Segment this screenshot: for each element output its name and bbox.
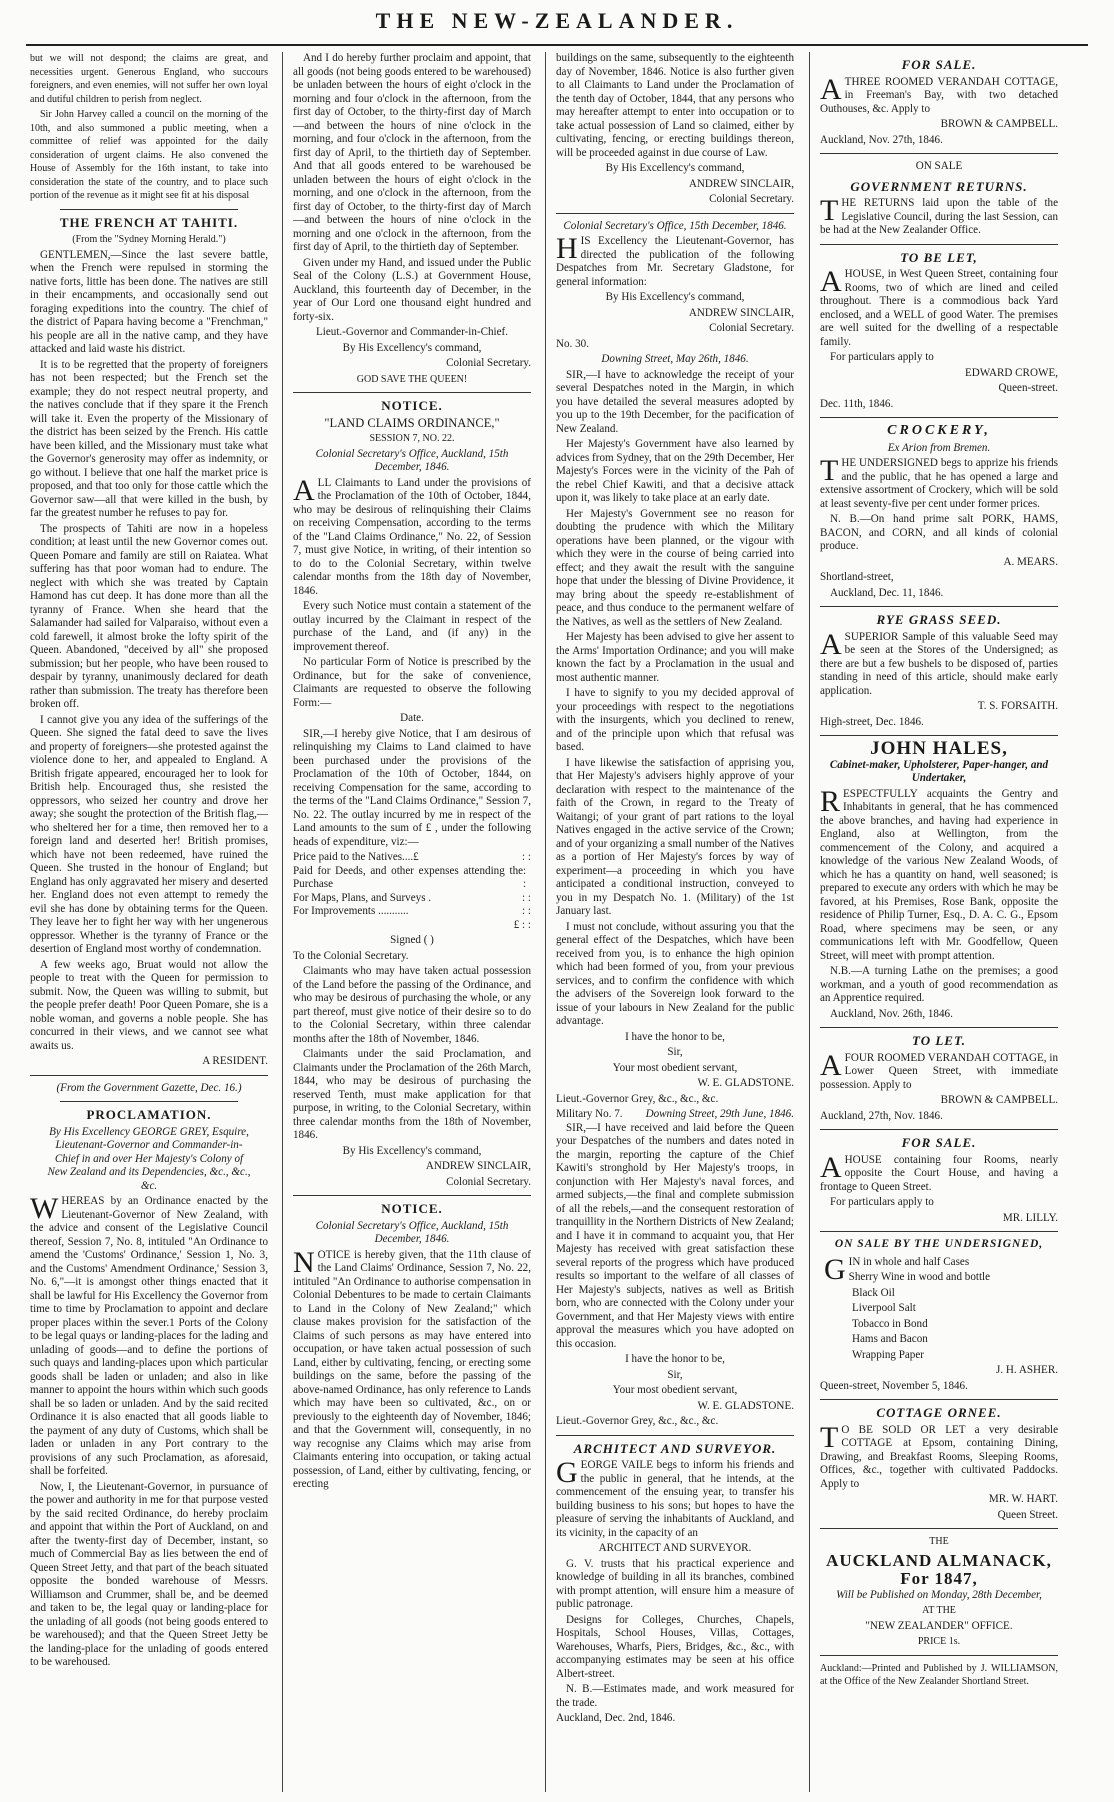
closing: I have the honor to be, — [625, 1353, 725, 1365]
advert-subheading: Cabinet-maker, Upholsterer, Paper-hanger, and Undertaker, — [829, 758, 1049, 784]
drop-cap: G — [556, 1456, 578, 1489]
closing: Your most obedient servant, — [612, 1384, 738, 1396]
notice-office: Colonial Secretary's Office, Auckland, 15th December, 1846. — [315, 447, 509, 473]
advert-date: Auckland, Nov. 26th, 1846. — [830, 1007, 953, 1020]
command-line: By His Excellency's command, — [342, 1144, 482, 1157]
notice-paragraph: Every such Notice must contain a statement of the outlay incurred by the Claimant in respect of the purchase of the Land, and (if any) in the improvement thereof. — [293, 600, 531, 653]
proclamation-signatory: Lieut.-Governor and Commander-in-Chief. — [315, 326, 508, 338]
advert-heading: TO LET. — [912, 1033, 966, 1048]
advert-paragraph: RESPECTFULLY acquaints the Gentry and Inhabitants in general, that he has commenced the above branches, and having had experience in England, also at Wellington, from the commencement of the Colony, and acquired a knowledge of the various New Zealand Woods, of which he has a quantity on hand, well seasoned; is prepared to execute any orders with which he may be favored, at his Premises, Rose Bank, opposite the residence of Philip Turner, Esq., D. A. C. G., Epsom Road, where specimens may be seen, or any communications left with Mr. Goodfellow, Queen Street, will meet with prompt attention. — [820, 784, 1058, 962]
divider — [820, 606, 1058, 607]
advert-name: MR. LILLY. — [1002, 1211, 1058, 1224]
advert-apply: For particulars apply to — [830, 1196, 934, 1208]
advert-name: T. S. FORSAITH. — [977, 700, 1058, 712]
column-divider — [282, 52, 283, 1792]
drop-cap: A — [820, 627, 842, 661]
advert-paragraph: Designs for Colleges, Churches, Chapels, Hospitals, School Houses, Villas, Cottages, Warehouses, Wharfs, Piers, Bridges, &c., &c., with accompanying estimates may be seen at his office Albert-street. — [556, 1613, 794, 1680]
divider — [820, 244, 1058, 245]
advert-date: Queen-street, November 5, 1846. — [820, 1379, 968, 1392]
advert-paragraph: N. B.—On hand prime salt PORK, HAMS, BACON, and CORN, and all kinds of colonial produce. — [820, 513, 1058, 552]
advert-paragraph: THE UNDERSIGNED begs to apprize his friends and the public, that he has opened a large and extensive assortment of Crockery, which will be sold at least seventy-five per cent under former prices. — [820, 454, 1058, 510]
column-1 — [30, 52, 268, 1792]
advert-heading: COTTAGE ORNEE. — [876, 1405, 1002, 1420]
column-3 — [556, 52, 794, 1792]
advert-name: EDWARD CROWE, — [964, 366, 1058, 379]
secretary-name: ANDREW SINCLAIR, — [688, 306, 794, 319]
notice-paragraph: NOTICE is hereby given, that the 11th clause of the Land Claims' Ordinance, Session 7, No. 22, intituled "An Ordinance to authorise compensation in Colonial Debentures to be made to certain Claimants to Land in the Colony of New Zealand;" which clause makes provision for the satisfaction of the Claims of such persons as may have entered into occupation, or have taken actual possession of such Land, either by cultivating, fencing, or erecting some buildings on the same, before the passing of the above-named Ordinance, has only reference to Lands which may have been so cultivated, &c., on or previously to the eighteenth day of November, 1846; and that the Government will, consequently, in no way recognise any Claims which may arise from Claimants entering into occupation, or taking actual possession, of Land, either by cultivating, fencing, or erecting — [293, 1245, 531, 1490]
advert-date: Dec. 11th, 1846. — [820, 397, 894, 410]
advert-heading: ARCHITECT AND SURVEYOR. — [573, 1440, 777, 1456]
advert-heading: RYE GRASS SEED. — [876, 612, 1002, 627]
drop-cap: T — [820, 1420, 839, 1454]
list-item: Black Oil — [852, 1286, 895, 1299]
column-divider — [809, 52, 810, 1792]
advert-paragraph: G. V. trusts that his practical experience and knowledge of building in all its branches, combined with prompt attention, will ensure him a measure of public patronage. — [556, 1557, 794, 1610]
column-divider — [545, 52, 546, 1792]
article-source: (From the "Sydney Morning Herald.") — [72, 234, 226, 245]
drop-cap: W — [30, 1192, 59, 1225]
drop-cap: A — [820, 1150, 842, 1184]
form-text: SIR,—I hereby give Notice, that I am desirous of relinquishing my Claims to Land claimed to have been purchased under the provisions of the Proclamation of the 10th of October, 1844, on receiving Compensation for the same, according to the terms of the "Land Claims Ordinance," Session 7, No. 22. The outlay incurred by me in respect of the Land amounts to the sum of £ , under the following heads of expenditure, viz:— — [293, 727, 531, 848]
advert-paragraph: T O BE SOLD OR LET a very desirable COTTAGE at Epsom, containing Dining, Drawing, and Breakfast Rooms, Sleeping Rooms, Offices, &c., together with cultivated Paddocks. Apply to — [820, 1420, 1058, 1490]
advert-subheading: Ex Arion from Bremen. — [887, 441, 991, 454]
article-paragraph: I cannot give you any idea of the sufferings of the Queen. She signed the fatal deed to save the lives and property of foreigners—she protested against the violence done to her, and appealed to England. A British frigate appeared, encouraged her to look for British help. Encouraged thus, she resisted the oppressors, who seized her country and drove her away; she sought the protection of the British flag,—who sheltered her for a time, then removed her to a foreign land and deserted her! British promises, which have not been redeemed, have ruined the Queen. She trusted in the honour of England; but England has only aggravated her misery and deserted her. England does not even attempt to remedy the evil she has done by obtaining terms for the Queen. They leave her to fight her way with her ungenerous oppressor. Whether is the tyranny of France or the desertion of England most worthy of condemnation. — [30, 713, 268, 955]
form-signed: Signed ( ) — [390, 934, 434, 946]
divider — [820, 1027, 1058, 1028]
notice-paragraph: buildings on the same, subsequently to the eighteenth day of November, 1846. Notice is also further given to all Claimants to Land under the Proclamation of the tenth day of October, 1844, that any persons who may hereafter attempt to enter into occupation or to take actual possession of Land so claimed, either by cultivating, fencing, or erecting buildings thereon, will be proceeded against in due course of Law. — [556, 52, 794, 159]
divider — [820, 153, 1058, 154]
intro-text: Sir John Harvey called a council on the morning of the 10th, and also summoned a public meeting, when a committee of relief was appointed for the daily consideration of urgent claims. He also convened the House of Assembly for the 16th instant, to take into consideration the state of the country, and to place such portion of the revenue as it might see fit at his disposal — [30, 109, 268, 201]
column-4 — [820, 52, 1058, 1792]
list-item: Sherry Wine in wood and bottle — [848, 1271, 991, 1283]
advert-date: Auckland, Dec. 11, 1846. — [830, 586, 944, 599]
almanack-price: PRICE 1s. — [917, 1636, 961, 1647]
secretary-name: ANDREW SINCLAIR, — [688, 177, 794, 190]
divider — [820, 417, 1058, 418]
advert-agent: BROWN & CAMPBELL. — [940, 118, 1058, 130]
advert-date: High-street, Dec. 1846. — [820, 715, 924, 728]
form-to: To the Colonial Secretary. — [293, 949, 409, 962]
advert-heading: GOVERNMENT RETURNS. — [850, 178, 1028, 194]
notice-session: SESSION 7, NO. 22. — [369, 433, 455, 444]
despatch-paragraph: Her Majesty's Government see no reason for doubting the prudence with which the Military operations have been planned, or the vigour with which they were in the course of being carried into effect; and they await the result with the sanguine hope that under the blessing of Divine Providence, it may bring about the speedy re-establishment of peace, and thus conduce to the permanent welfare of the Natives, as well as the settlers of New Zealand. — [556, 507, 794, 628]
drop-cap: A — [820, 72, 842, 106]
advert-heading: FOR SALE. — [901, 57, 977, 72]
proclamation-given: Given under my Hand, and issued under the Public Seal of the Colony (L.S.) at Government House, Auckland, this fourteenth day of December, in the year of Our Lord one thousand eight hundred and forty-six. — [293, 256, 531, 323]
divider — [60, 1101, 238, 1102]
advert-paragraph: AFOUR ROOMED VERANDAH COTTAGE, in Lower Queen Street, with immediate possession. Apply to — [820, 1048, 1058, 1091]
secretary-title: Colonial Secretary. — [446, 357, 531, 369]
secretary-name: ANDREW SINCLAIR, — [425, 1160, 531, 1172]
almanack-office: "NEW ZEALANDER" OFFICE. — [865, 1619, 1013, 1632]
divider — [820, 1129, 1058, 1130]
advert-name: A. MEARS. — [1003, 555, 1058, 568]
proclamation-by: By His Excellency GEORGE GREY, Esquire, Lieutenant-Governor and Commander-in-Chief in and over Her Majesty's Colony of New Zealand and its Dependencies, &c., &c., &c. — [47, 1125, 251, 1192]
list-item: GIN in whole and half Cases — [824, 1252, 970, 1286]
list-item: Liverpool Salt — [852, 1302, 916, 1314]
despatch-paragraph: SIR,—I have to acknowledge the receipt of your several Despatches noted in the Margin, in which you have detailed the several measures adopted by you up to the 19th December, for the pacification of New Zealand. — [556, 368, 794, 435]
divider — [820, 1231, 1058, 1232]
advert-paragraph: AHOUSE containing four Rooms, nearly opposite the Court House, and having a frontage to Queen Street. — [820, 1150, 1058, 1193]
advert-name: J. H. ASHER. — [996, 1364, 1058, 1376]
article-paragraph: It is to be regretted that the property of foreigners has not been respected; but the French set the example; they do not respect neutral property, and the natives conclude that if they spare it the French will take it. Even the property of the Missionary of the district has been seized by the French. His cattle have been killed, and the Missionary must take what the Governor's generosity may offer as indemnity, or go without. I believe that one half the market price is proposed, and that too only for those cattle which the Governor saw—all that were killed in the bush, by far the greatest number he refuses to pay for. — [30, 358, 268, 519]
almanack-the: THE — [929, 1536, 949, 1547]
despatch-paragraph: Her Majesty's Government have also learned by advices from Sydney, that on the 29th December, Her Majesty's Forces were in the vicinity of the Pah of the rebel Chief Kawiti, and that a decisive attack upon it, was likely to take place at an early date. — [556, 438, 794, 504]
notice-office: Colonial Secretary's Office, Auckland, 15th December, 1846. — [315, 1219, 509, 1245]
table-row: Paid for Deeds, and other expenses attending the Purchase : : — [293, 864, 527, 890]
despatch-paragraph: HIS Excellency the Lieutenant-Governor, has directed the publication of the following Despatches from Mr. Secretary Gladstone, for general information: — [556, 232, 794, 288]
proclamation-paragraph: And I do hereby further proclaim and appoint, that all goods (not being goods entered to be warehoused) be unladen between the hours of eight o'clock in the morning and four o'clock in the afternoon, from the first day of October, to the thirty-first day of March—and between the hours of nine o'clock in the morning, and four o'clock in the afternoon, from the first day of April, to the thirtieth day of September. And that all goods entered to be warehoused be unladen between the hours of eight o'clock in the morning, and one o'clock in the afternoon, from the first day of October, to the thirty-first day of March—and between the hours of nine o'clock in the morning and one o'clock in the afternoon, from the first day of April, to the thirtieth day of September. — [293, 52, 531, 253]
proclamation-heading: PROCLAMATION. — [86, 1107, 212, 1122]
closing: I have the honor to be, — [625, 1030, 725, 1043]
despatch-paragraph: Her Majesty has been advised to give her assent to the Arms' Importation Ordinance; and you will make known the fact by a Proclamation in the usual and most authentic manner. — [556, 631, 794, 684]
article-signature: A RESIDENT. — [202, 1055, 268, 1067]
drop-cap: G — [824, 1252, 846, 1286]
drop-cap: N — [293, 1245, 315, 1279]
advert-address: Queen Street. — [997, 1508, 1058, 1521]
divider — [556, 213, 794, 214]
imprint: Auckland:—Printed and Published by J. WILLIAMSON, at the Office of the New Zealander Shortland Street. — [820, 1662, 1058, 1687]
notice-heading: NOTICE. — [381, 1201, 443, 1216]
advert-date: Auckland, Dec. 2nd, 1846. — [556, 1712, 676, 1724]
advert-date: Auckland, Nov. 27th, 1846. — [820, 133, 943, 146]
divider — [820, 1655, 1058, 1656]
list-item: Wrapping Paper — [852, 1348, 924, 1361]
despatch-number: No. 30. — [556, 337, 589, 350]
advert-heading: CROCKERY, — [887, 423, 991, 438]
god-save-queen: GOD SAVE THE QUEEN! — [356, 373, 468, 385]
notice-paragraph: Claimants who may have taken actual possession of the Land before the passing of the Ordinance, and who may be desirous of purchasing the whole, or any part thereof, must give notice of their desire so to do to the Colonial Secretary, within three calendar months after the 18th of November, 1846. — [293, 965, 531, 1045]
drop-cap: T — [820, 454, 839, 487]
notice-title: "LAND CLAIMS ORDINANCE," — [324, 415, 500, 430]
form-table — [293, 851, 531, 932]
drop-cap: A — [820, 1048, 842, 1082]
form-date: Date. — [400, 712, 424, 724]
divider — [60, 209, 238, 210]
despatch-recipient: Lieut.-Governor Grey, &c., &c., &c. — [556, 1415, 719, 1427]
masthead: THE NEW-ZEALANDER. — [375, 8, 739, 33]
secretary-title: Colonial Secretary. — [446, 1175, 531, 1188]
drop-cap: A — [820, 265, 842, 298]
advert-apply: For particulars apply to — [830, 351, 934, 363]
despatch-signature: W. E. GLADSTONE. — [697, 1399, 794, 1412]
secretary-title: Colonial Secretary. — [709, 322, 794, 334]
advert-paragraph: ASUPERIOR Sample of this valuable Seed may be seen at the Stores of the Undersigned; as there are but a few bushels to be disposed of, parties standing in need of this article, should make early application. — [820, 627, 1058, 697]
despatch-recipient: Lieut.-Governor Grey, &c., &c., &c. — [556, 1092, 719, 1105]
intro-text: but we will not despond; the claims are great, and necessities urgent. Generous England, who succours foreigners, and even enemies, will not suffer her own loyal and dutiful children to perish from neglect. — [30, 53, 268, 105]
command-line: By His Excellency's command, — [605, 162, 745, 174]
command-line: By His Excellency's command, — [605, 291, 745, 303]
despatch-signature: W. E. GLADSTONE. — [697, 1077, 794, 1089]
drop-cap: A — [293, 473, 315, 507]
divider — [820, 1399, 1058, 1400]
notice-paragraph: No particular Form of Notice is prescribed by the Ordinance, but for the sake of convenience, Claimants are requested to observe the following Form:— — [293, 656, 531, 709]
masthead-rule — [26, 44, 1088, 46]
drop-cap: R — [820, 784, 841, 818]
advert-title: ARCHITECT AND SURVEYOR. — [598, 1542, 752, 1554]
table-row: Price paid to the Natives....£ : : — [293, 851, 531, 863]
advert-paragraph: N.B.—A turning Lathe on the premises; a good workman, and a youth of good recommendation as an Apprentice required. — [820, 965, 1058, 1004]
column-2 — [293, 52, 531, 1792]
advert-paragraph: GEORGE VAILE begs to inform his friends and the public in general, that he intends, at the commencement of the ensuing year, to transfer his building business to his sons; but hopes to have the pleasure of serving the inhabitants of Auckland, and its vicinity, in the capacity of an — [556, 1456, 794, 1539]
closing: Sir, — [667, 1368, 683, 1381]
article-paragraph: A few weeks ago, Bruat would not allow the people to treat with the Queen for permission to submit. Now, the Queen was willing to submit, but the people prefer death! Poor Queen Pomare, she is a noble woman, and governs a noble people. She has concurred in their views, and we cannot see what awaits us. — [30, 958, 268, 1052]
almanack-heading: AUCKLAND ALMANACK, — [826, 1550, 1052, 1570]
advert-heading: FOR SALE. — [901, 1135, 977, 1150]
divider — [293, 1195, 531, 1196]
article-heading: THE FRENCH AT TAHITI. — [59, 214, 239, 230]
despatch-office: Colonial Secretary's Office, 15th December, 1846. — [563, 219, 787, 232]
almanack-at: AT THE — [922, 1605, 956, 1616]
drop-cap: H — [556, 232, 578, 265]
gazette-source: (From the Government Gazette, Dec. 16.) — [56, 1081, 242, 1094]
despatch-paragraph: I have likewise the satisfaction of apprising you, that Her Majesty's advisers highly approve of your declaration with respect to the maintenance of the faith of the Crown, in regard to the Treaty of Waitangi; of your grant of part rations to the loyal Natives engaged in the active service of the Crown; and of your organizing a small number of the Natives as a portion of Her Majesty's forces by way of experiment—a proceeding in which you have anticipated a conditional instruction, conveyed to you in my Despatch No. 1. (Military) of the 1st January last. — [556, 756, 794, 917]
article-paragraph: GENTLEMEN,—Since the last severe battle, when the French were repulsed in storming the native forts, little has been done. The natives are still in their encampments, and occasionally send out foraging expeditions into the country. The chief of the district of Papara having become a "Frenchman," his people are all in the native camp, and they have attacked and laid waste his district. — [30, 248, 268, 355]
advert-address: Queen-street. — [998, 382, 1058, 394]
table-row: For Improvements ........... : : — [293, 905, 531, 917]
closing: Your most obedient servant, — [612, 1061, 738, 1074]
table-row: For Maps, Plans, and Surveys . : : — [293, 891, 531, 904]
divider — [293, 392, 531, 393]
notice-heading: NOTICE. — [381, 398, 443, 413]
closing: Sir, — [667, 1046, 683, 1058]
advert-heading: ON SALE BY THE UNDERSIGNED, — [834, 1238, 1044, 1250]
despatch-paragraph: I have to signify to you my decided approval of your proceedings with respect to the negotiations with the insurgents, which you declined to renew, and of the principle upon which that refusal was based. — [556, 687, 794, 753]
notice-paragraph: ALL Claimants to Land under the provisions of the Proclamation of the 10th of October, 1844, who may be desirous of relinquishing their Claims on receiving Compensation, according to the terms of the "Land Claims Ordinance," No. 22, of Session 7, must give Notice, in writing, of their intention so to do to the Colonial Secretary, within twelve calendar months from the 18th day of November, 1846. — [293, 473, 531, 597]
goods-list — [820, 1252, 1058, 1363]
proclamation-paragraph: WHEREAS by an Ordinance enacted by the Lieutenant-Governor of New Zealand, with the advice and consent of the Legislative Council thereof, Session 7, No. 8, intituled "An Ordinance to amend the 'Customs' Ordinance,' Session 1, No. 3, and the Customs' Amendment Ordinance,' Session 3, No. 6,"—it is amongst other things enacted that it shall be lawful for His Excellency the Governor from time to time by Proclamation to appoint and declare proper places within the sever.1 Ports of the Colony to be legal quays or landing-places for the lading and unlading of goods—and to define the portions of such quays and landing-places upon which particular goods shall be laden or unladen; and also in like manner to appoint the hours within which such goods shall be so laden or unladen. And by the said recited Ordinance it is also enacted that all goods liable to the payment of any duty of Customs, which shall be laden or unladen in any Port contrary to the provisions of any such Proclamation, as aforesaid, shall be forfeited. — [30, 1192, 268, 1477]
almanack-year: For 1847, — [900, 1569, 978, 1588]
form-total: £ : : — [513, 918, 531, 931]
advert-paragraph: THE RETURNS laid upon the table of the Legislative Council, during the last Session, can be had at the New Zealander Office. — [820, 194, 1058, 236]
divider — [30, 1075, 268, 1076]
advert-date: Auckland, 27th, Nov. 1846. — [820, 1109, 943, 1122]
advert-paragraph: N. B.—Estimates made, and work measured for the trade. — [556, 1683, 794, 1709]
despatch-header: Military No. 7. Downing Street, 29th June, 1846. — [556, 1108, 794, 1120]
article-paragraph: The prospects of Tahiti are now in a hopeless condition; at least until the new Governor comes out. Queen Pomare and family are still on Raiatea. What suffering has that poor woman had to endure. The neglect with which she was treated by Captain Hamond has cut deep. It has done more than all the tyranny of France. When she heard that the Salamander had sailed for Valparaiso, without even a cold farewell, it almost broke the lofty spirit of the Queen. Abandoned, "deceived by all" she proposed submission; but her people, who have been roused to despair by tyranny, unanimously declared for death rather than submission. The treaty has therefore been broken off. — [30, 522, 268, 710]
almanack-publish: Will be Published on Monday, 28th December, — [836, 1588, 1042, 1601]
list-item: Hams and Bacon — [852, 1333, 928, 1345]
divider — [820, 1528, 1058, 1529]
advert-subheading: ON SALE — [915, 160, 963, 172]
despatch-paragraph: I must not conclude, without assuring you that the general effect of the Despatches, which have been received from you, is to enhance the high opinion which had been formed of you, from your previous services, and to confirm the confidence with which the advisers of the Sovereign look forward to the issue of your labours in New Zealand for the public advantage. — [556, 920, 794, 1027]
divider — [820, 735, 1058, 736]
advert-heading: JOHN HALES, — [870, 738, 1008, 759]
advert-paragraph: ATHREE ROOMED VERANDAH COTTAGE, in Freeman's Bay, with two detached Outhouses, &c. Apply to — [820, 72, 1058, 115]
advert-agent: BROWN & CAMPBELL. — [940, 1094, 1058, 1106]
proclamation-paragraph: Now, I, the Lieutenant-Governor, in pursuance of the power and authority in me for that purpose vested by the said recited Ordinance, do hereby proclaim and appoint that within the Port of Auckland, on and after the twenty-first day of December, instant, so much of Commercial Bay as lies between the end of Queen Street Jetty, and that part of the beach situated opposite the bonded warehouse of Messrs. Williamson and Crummer, shall be, and be deemed and taken to be, the legal quay or landing-place for the unlading of all goods (not being goods entered to be warehoused); and that the Queen Street Jetty be the landing-place for the unlading of goods entered to be warehoused. — [30, 1480, 268, 1668]
divider — [556, 1435, 794, 1436]
advert-name: MR. W. HART. — [988, 1493, 1058, 1505]
advert-paragraph: AHOUSE, in West Queen Street, containing four Rooms, two of which are lined and ceiled throughout. There is a commodious back Yard enclosed, and a WELL of good Water. The premises are well suited for the dwelling of a respectable family. — [820, 265, 1058, 348]
advert-heading: TO BE LET, — [900, 249, 978, 265]
despatch-paragraph: SIR,—I have received and laid before the Queen your Despatches of the numbers and dates noted in the margin, reporting the capture of the Chief Kawiti's stronghold by Her Majesty's troops, in conjunction with Her Majesty's naval forces, and armed subjects,—the final and complete submission of all the rebels,—and the consequent restoration of tranquillity in the Northern Districts of New Zealand; and I have it in command to acquaint you, that Her Majesty has received with great satisfaction these several reports of the progress which have produced results so important to the welfare of all classes of Her Majesty's subjects, natives as well as British born, who are connected with the Colony under your Government, and that Her Majesty views with entire approval the measures which you have adopted on this occasion. — [556, 1121, 794, 1350]
secretary-title: Colonial Secretary. — [709, 193, 794, 205]
drop-cap: T — [820, 194, 839, 227]
advert-address: Shortland-street, — [820, 571, 894, 583]
notice-paragraph: Claimants under the said Proclamation, and Claimants under the Proclamation of the 26th March, 1844, who may be desirous of purchasing the reserved Tenth, must make application for that purpose, in writing, to the Colonial Secretary, within three calendar months from the 18th of November, 1846. — [293, 1048, 531, 1141]
despatch-date: Downing Street, May 26th, 1846. — [601, 353, 749, 365]
list-item: Tobacco in Bond — [852, 1317, 928, 1330]
command-line: By His Excellency's command, — [342, 341, 482, 354]
